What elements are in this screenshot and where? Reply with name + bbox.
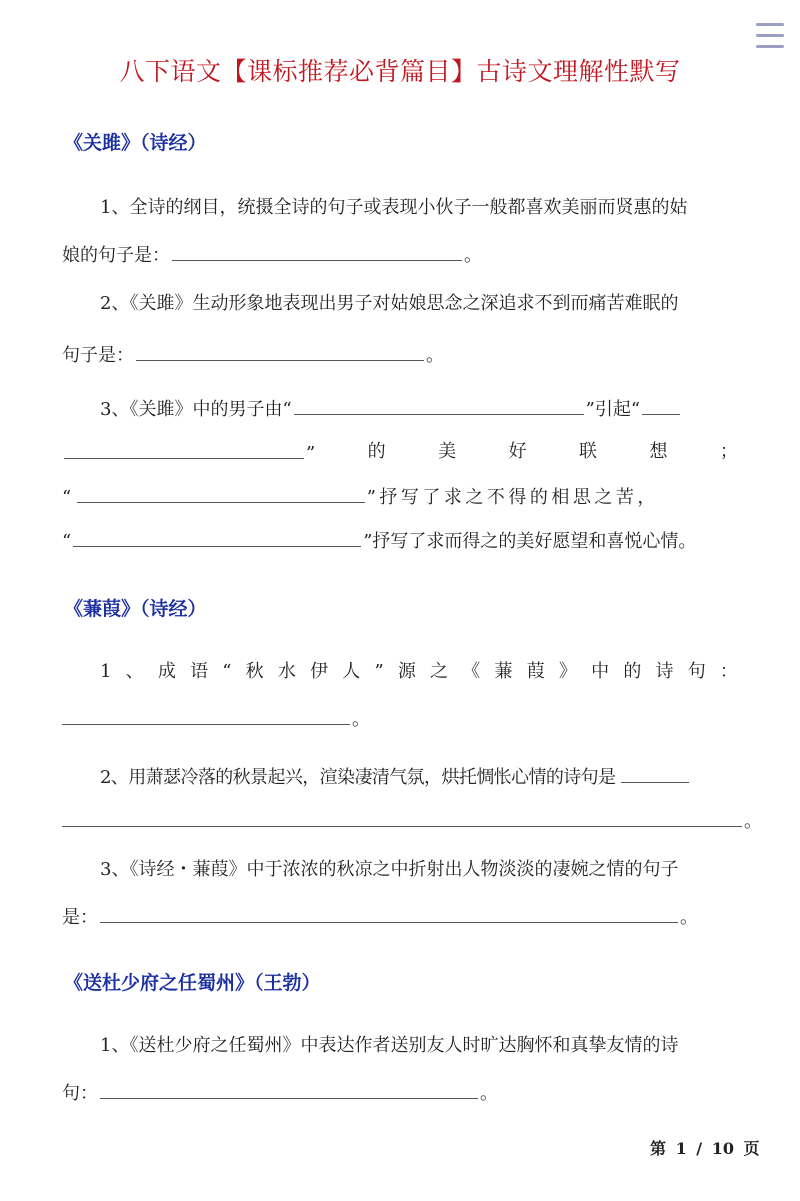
answer-blank[interactable] bbox=[294, 396, 584, 415]
section-heading-jianjia: 《蒹葭》（诗经） bbox=[64, 598, 207, 620]
question-text: 1、全诗的纲目，统摄全诗的句子或表现小伙子一般都喜欢美丽而贤惠的姑 bbox=[100, 197, 688, 218]
answer-blank[interactable] bbox=[77, 484, 365, 503]
question-text-justified: ” 的 美 好 联 想 ； bbox=[62, 440, 738, 466]
answer-blank[interactable] bbox=[172, 242, 462, 261]
question-answer-line: 。 bbox=[62, 808, 762, 834]
page-indicator: 第 1 / 10 页 bbox=[650, 1139, 760, 1158]
menu-bar bbox=[756, 45, 784, 48]
question-answer-line: 句： 。 bbox=[62, 1080, 498, 1106]
document-title: 八下语文【课标推荐必背篇目】古诗文理解性默写 bbox=[119, 57, 681, 86]
answer-blank[interactable] bbox=[621, 764, 689, 783]
question-text: “ ”抒写了求之不得的相思之苦， bbox=[62, 484, 659, 510]
menu-bar bbox=[756, 34, 784, 37]
answer-blank[interactable] bbox=[100, 904, 678, 923]
question-text: 3、《关雎》中的男子由“ ”引起“ bbox=[100, 396, 682, 422]
question-text: “ ”抒写了求而得之的美好愿望和喜悦心情。 bbox=[62, 528, 696, 554]
answer-blank[interactable] bbox=[642, 396, 680, 415]
answer-blank[interactable] bbox=[100, 1080, 478, 1099]
question-text: 2、《关雎》生动形象地表现出男子对姑娘思念之深追求不到而痛苦难眠的 bbox=[100, 293, 679, 314]
menu-bar bbox=[756, 23, 784, 26]
hamburger-menu-button[interactable] bbox=[752, 18, 788, 52]
question-text: 1、《送杜少府之任蜀州》中表达作者送别友人时旷达胸怀和真挚友情的诗 bbox=[100, 1035, 679, 1056]
answer-blank[interactable] bbox=[136, 342, 424, 361]
question-answer-line: 是： 。 bbox=[62, 904, 698, 930]
section-heading-songdushaofu: 《送杜少府之任蜀州》（王勃） bbox=[64, 972, 321, 994]
question-answer-line: 句子是： 。 bbox=[62, 342, 444, 368]
answer-blank[interactable] bbox=[73, 528, 361, 547]
answer-blank[interactable] bbox=[62, 808, 742, 827]
question-answer-line: 。 bbox=[62, 706, 370, 732]
question-text-justified: 1 、 成 语 “ 秋 水 伊 人 ” 源 之 《 蒹 葭 》 中 的 诗 句 ： bbox=[100, 661, 738, 682]
answer-blank[interactable] bbox=[62, 706, 350, 725]
question-text: 3、《诗经・蒹葭》中于浓浓的秋凉之中折射出人物淡淡的凄婉之情的句子 bbox=[100, 859, 679, 880]
answer-blank[interactable] bbox=[64, 440, 304, 459]
question-text: 2、用萧瑟冷落的秋景起兴，渲染凄清气氛，烘托惆怅心情的诗句是 bbox=[100, 764, 691, 790]
section-heading-guanju: 《关雎》（诗经） bbox=[64, 132, 207, 154]
question-answer-line: 娘的句子是： 。 bbox=[62, 242, 482, 268]
